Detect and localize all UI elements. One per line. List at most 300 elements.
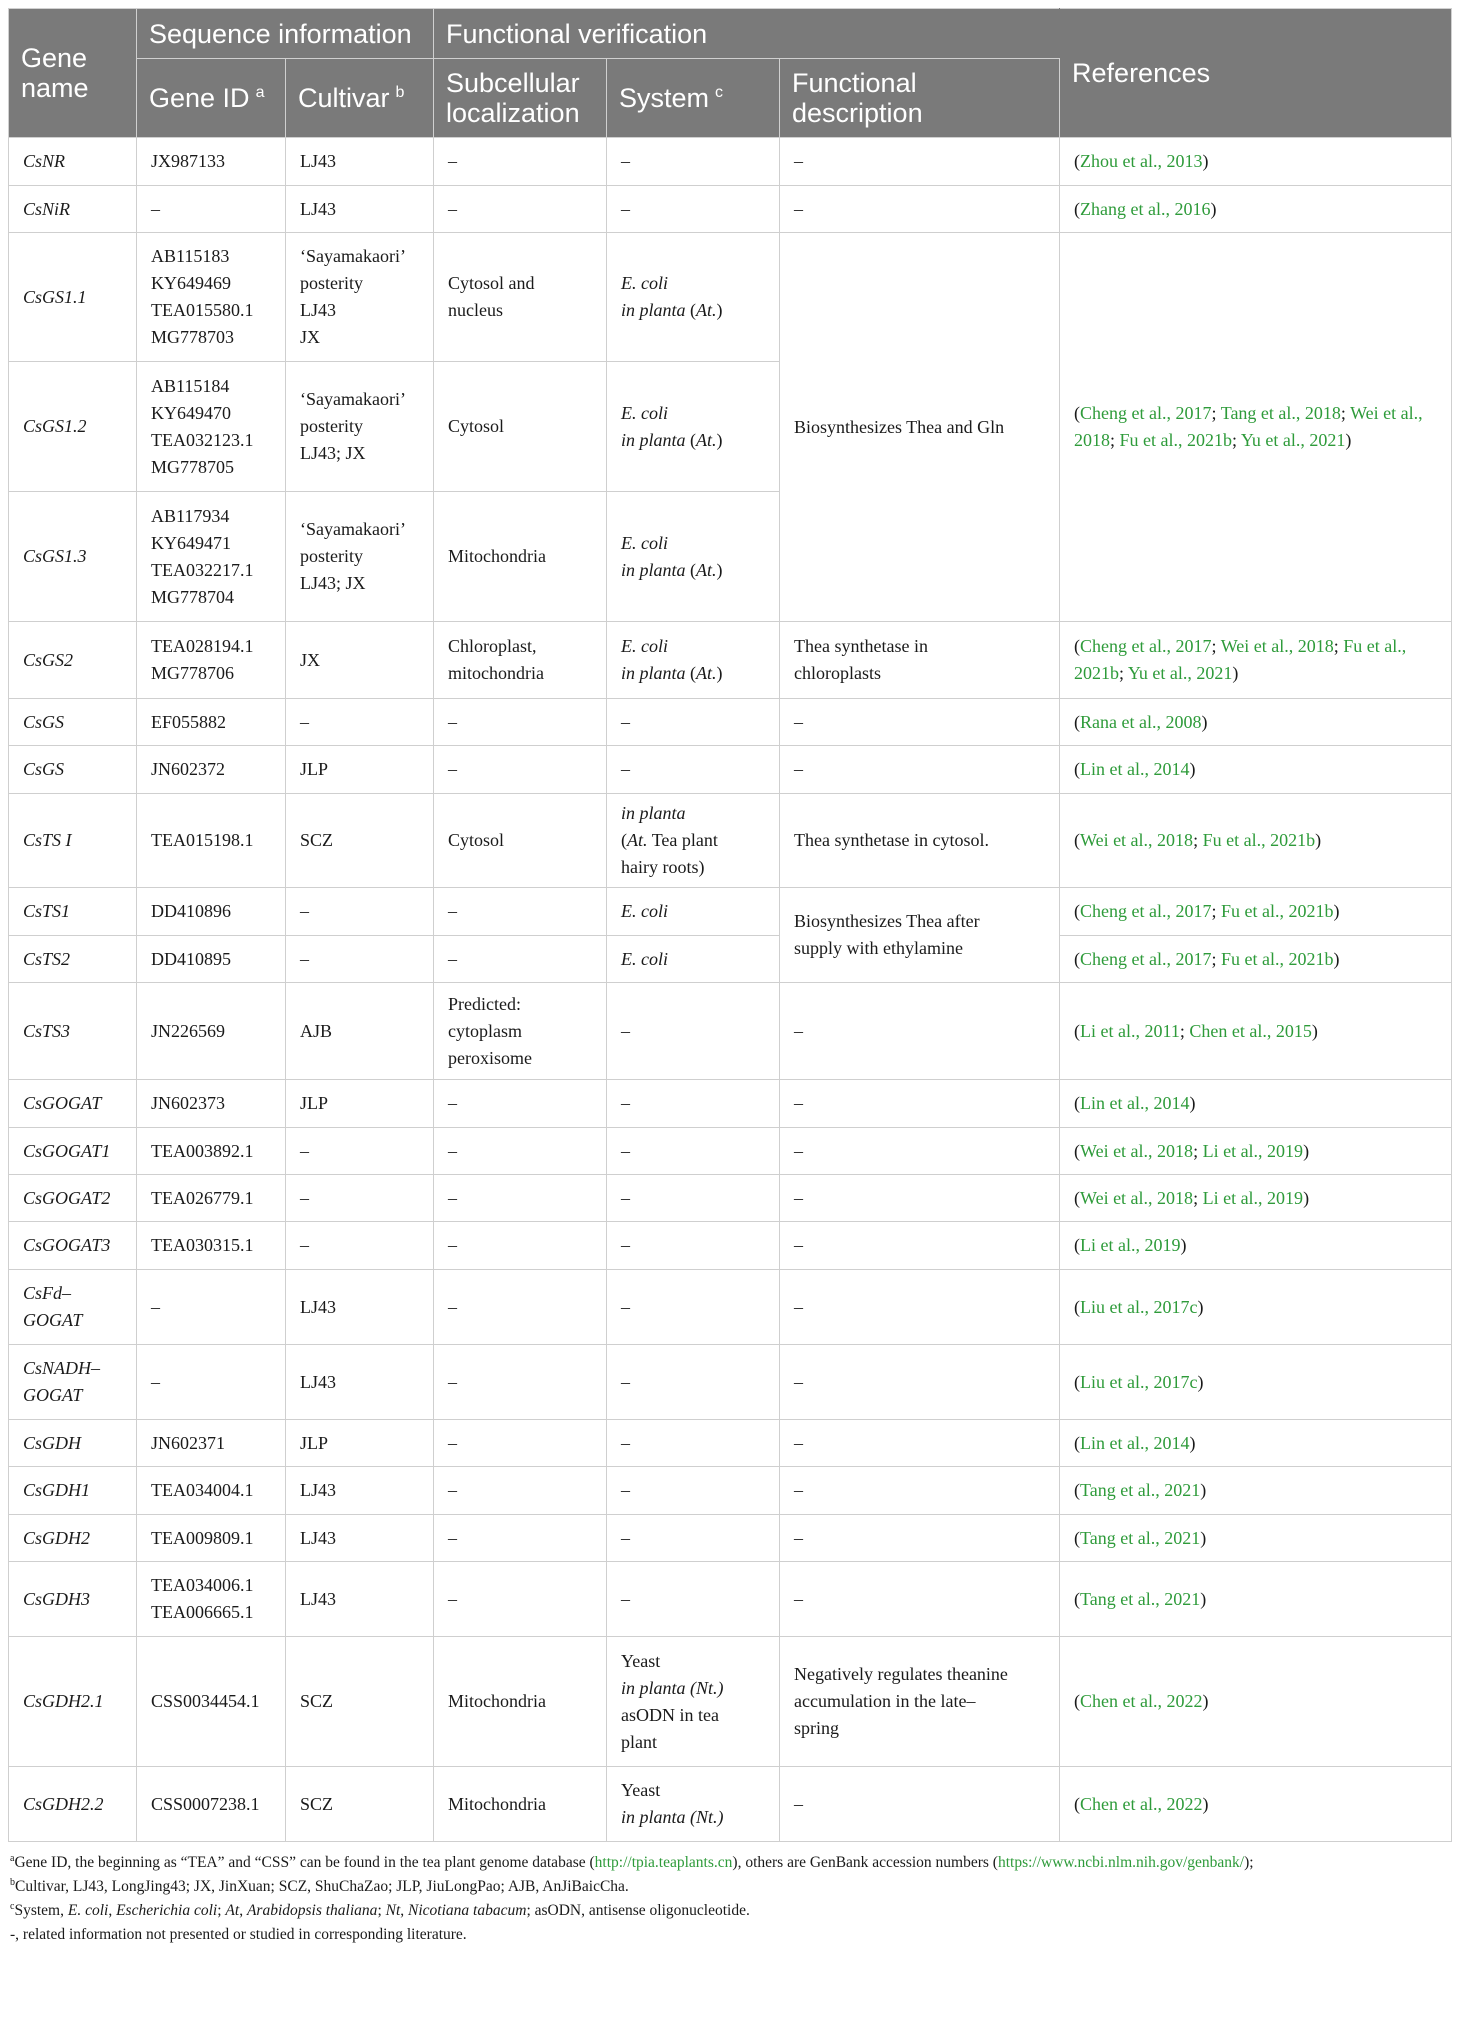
gene-id-cell-line: KY649471	[151, 532, 231, 553]
cultivar-cell-line: posterity	[300, 416, 363, 436]
table-row	[9, 1128, 1452, 1175]
localization-cell	[434, 362, 607, 492]
system-text: –	[621, 1371, 631, 1392]
description-cell	[780, 1345, 1060, 1420]
cultivar-cell	[286, 746, 434, 794]
gene-name-cell	[9, 983, 137, 1080]
localization-cell	[434, 492, 607, 622]
reference-link[interactable]: Tang et al., 2021	[1080, 1480, 1201, 1500]
cultivar-cell-line: AJB	[300, 1020, 333, 1041]
system-species: in planta	[621, 559, 686, 580]
description-cell-line: Biosynthesizes Thea and Gln	[794, 416, 1005, 437]
paren: )	[1333, 901, 1340, 921]
system-text: –	[621, 759, 631, 779]
system-line	[621, 1018, 765, 1045]
cultivar-cell-line: –	[300, 948, 309, 969]
references-cell	[1060, 622, 1452, 699]
system-line	[621, 660, 765, 687]
cultivar-cell-line: SCZ	[300, 1691, 334, 1711]
system-cell	[607, 138, 780, 186]
paren: (	[1074, 403, 1081, 423]
gene-name-cell-line: CsGOGAT3	[23, 1235, 111, 1255]
table-row	[9, 888, 1452, 936]
gene-id-cell	[137, 492, 286, 622]
cultivar-cell-line: LJ43	[300, 198, 336, 219]
reference-link[interactable]: Tang et al., 2018	[1220, 403, 1341, 423]
footnote-species: At	[225, 1902, 240, 1919]
gene-id-cell-line: TEA006665.1	[151, 1602, 254, 1622]
reference-link[interactable]: Liu et al., 2017c	[1080, 1371, 1198, 1392]
cultivar-cell-line: posterity	[300, 546, 363, 566]
system-line	[621, 633, 765, 660]
cultivar-cell-line: –	[300, 1187, 309, 1208]
gene-id-cell	[137, 362, 286, 492]
gene-id-cell	[137, 1467, 286, 1515]
gene-name-cell-line: CsTS2	[23, 948, 71, 969]
system-species: E. coli	[621, 402, 669, 423]
gene-name-cell-line: CsNR	[23, 151, 66, 171]
cultivar-cell-line: ‘Sayamakaori’	[300, 519, 406, 539]
gene-name-cell	[9, 186, 137, 233]
reference-link[interactable]: Chen et al., 2015	[1189, 1020, 1312, 1041]
table-row	[9, 794, 1452, 888]
system-line	[621, 898, 765, 925]
description-cell-line: –	[794, 1235, 804, 1255]
description-cell-line: spring	[794, 1718, 840, 1738]
cultivar-cell-line: LJ43	[300, 1296, 336, 1317]
description-cell	[780, 983, 1060, 1080]
reference-link[interactable]: Lin et al., 2014	[1080, 759, 1190, 779]
localization-cell-line: –	[448, 1480, 458, 1500]
separator: ;	[1211, 901, 1222, 921]
cultivar-cell	[286, 492, 434, 622]
description-cell-line: Negatively regulates theanine	[794, 1664, 1008, 1684]
system-line	[621, 297, 765, 324]
separator: ;	[1179, 1020, 1190, 1041]
gene-id-cell-line: KY649469	[151, 273, 231, 293]
gene-id-cell-line: MG778703	[151, 327, 235, 347]
gene-name-cell-line: CsGDH	[23, 1432, 82, 1453]
gene-id-cell	[137, 233, 286, 362]
localization-cell	[434, 888, 607, 936]
paren: )	[1333, 948, 1340, 969]
system-cell	[607, 186, 780, 233]
system-line	[621, 1777, 765, 1804]
footnote-marker: b	[10, 1876, 15, 1888]
reference-link[interactable]: Cheng et al., 2017	[1080, 901, 1212, 921]
system-species: At.	[696, 559, 717, 580]
paren: (	[1074, 1093, 1081, 1113]
description-cell-line: chloroplasts	[794, 663, 882, 683]
system-species: in planta	[621, 803, 686, 823]
system-species: E. coli	[621, 273, 669, 293]
reference-link[interactable]: Rana et al., 2008	[1080, 711, 1202, 732]
system-line	[621, 1138, 765, 1165]
localization-cell-line: –	[448, 759, 458, 779]
system-text: Tea plant	[647, 830, 718, 850]
gene-name-cell	[9, 1562, 137, 1637]
system-text: –	[621, 151, 631, 171]
paren: (	[1074, 1371, 1081, 1392]
reference-link[interactable]: Li et al., 2019	[1202, 1140, 1304, 1161]
gene-id-cell-line: TEA032217.1	[151, 559, 254, 580]
localization-cell-line: –	[448, 151, 458, 171]
gene-id-cell-line: AB117934	[151, 505, 230, 526]
gene-id-cell-line: DD410895	[151, 948, 231, 969]
system-line	[621, 148, 765, 175]
localization-cell-line: –	[448, 1527, 458, 1548]
localization-cell	[434, 936, 607, 983]
table-row	[9, 138, 1452, 186]
reference-link[interactable]: Wei et al., 2018	[1080, 1140, 1194, 1161]
reference-link[interactable]: Fu et al., 2021b	[1074, 636, 1407, 683]
table-row	[9, 1467, 1452, 1515]
localization-cell-line: –	[448, 1187, 458, 1208]
paren: )	[1315, 830, 1322, 850]
gene-name-cell	[9, 1222, 137, 1270]
reference-link[interactable]: Wei et al., 2018	[1080, 830, 1194, 850]
gene-id-cell	[137, 186, 286, 233]
cultivar-cell-line: LJ43	[300, 151, 336, 171]
description-cell-line: –	[794, 1588, 804, 1609]
paren: (	[1074, 1432, 1081, 1453]
gene-id-cell-line: TEA015198.1	[151, 830, 254, 850]
header-gene-name: Gene name	[9, 9, 137, 138]
cultivar-cell	[286, 1637, 434, 1767]
gene-name-cell	[9, 1637, 137, 1767]
cultivar-cell	[286, 1467, 434, 1515]
reference-link[interactable]: Cheng et al., 2017	[1080, 403, 1212, 423]
reference-link[interactable]: Li et al., 2019	[1080, 1235, 1181, 1255]
reference-link[interactable]: Zhang et al., 2016	[1080, 198, 1211, 219]
references-cell	[1060, 1080, 1452, 1128]
gene-id-cell-line: AB115184	[151, 375, 230, 396]
system-cell	[607, 233, 780, 362]
footnote-text: ), others are GenBank accession numbers (	[732, 1854, 998, 1871]
reference-link[interactable]: Wei et al., 2018	[1220, 636, 1334, 656]
footnote	[10, 1852, 1451, 1874]
description-cell-line: –	[794, 1480, 804, 1500]
gene-name-cell	[9, 888, 137, 936]
description-cell	[780, 699, 1060, 746]
cultivar-cell	[286, 138, 434, 186]
reference-link[interactable]: Li et al., 2011	[1080, 1020, 1180, 1041]
reference-link[interactable]: Yu et al., 2021	[1127, 663, 1233, 683]
reference-link[interactable]: Cheng et al., 2017	[1080, 948, 1212, 969]
separator: ;	[1193, 1140, 1203, 1161]
header-references: References	[1060, 9, 1452, 138]
footnote	[10, 1900, 1451, 1922]
cultivar-cell-line: JX	[300, 649, 321, 670]
paren: )	[1200, 1480, 1207, 1500]
paren: (	[1074, 1140, 1081, 1161]
footnote-species: Nicotiana tabacum	[408, 1902, 527, 1919]
gene-id-cell-line: CSS0034454.1	[151, 1691, 260, 1711]
localization-cell	[434, 622, 607, 699]
separator: ;	[1193, 1187, 1203, 1208]
paren: )	[1180, 1235, 1187, 1255]
cultivar-cell-line: JLP	[300, 759, 329, 779]
gene-id-cell-line: EF055882	[151, 711, 227, 732]
system-cell	[607, 1420, 780, 1467]
reference-link[interactable]: Wei et al., 2018	[1074, 403, 1423, 450]
footnote-link[interactable]: http://tpia.teaplants.cn	[594, 1854, 733, 1871]
references-cell	[1060, 1222, 1452, 1270]
description-cell-line: accumulation in the late–	[794, 1691, 976, 1711]
localization-cell-line: –	[448, 901, 458, 921]
cultivar-cell-line: LJ43	[300, 1371, 336, 1392]
reference-link[interactable]: Li et al., 2019	[1202, 1187, 1304, 1208]
separator: ;	[1333, 636, 1344, 656]
table-row	[9, 1767, 1452, 1842]
paren: )	[1345, 430, 1352, 450]
gene-id-cell-line: TEA034004.1	[151, 1480, 254, 1500]
cultivar-cell-line: –	[300, 1235, 309, 1255]
reference-link[interactable]: Wei et al., 2018	[1080, 1187, 1194, 1208]
gene-id-cell-line: TEA003892.1	[151, 1140, 254, 1161]
gene-name-cell-line: CsGOGAT1	[23, 1140, 111, 1161]
system-line	[621, 1804, 765, 1831]
description-cell-line: –	[794, 1371, 804, 1392]
gene-name-cell	[9, 1467, 137, 1515]
localization-cell	[434, 1270, 607, 1345]
reference-link[interactable]: Fu et al., 2021b	[1119, 430, 1233, 450]
localization-cell	[434, 746, 607, 794]
paren: (	[1074, 830, 1081, 850]
gene-name-cell-line: CsGDH1	[23, 1480, 91, 1500]
cultivar-cell	[286, 622, 434, 699]
paren: (	[1074, 1588, 1081, 1609]
cultivar-cell-line: LJ43	[300, 1480, 336, 1500]
gene-name-cell-line: CsFd–	[23, 1283, 72, 1303]
gene-id-cell-line: KY649470	[151, 402, 231, 423]
references-cell	[1060, 1128, 1452, 1175]
localization-cell	[434, 1515, 607, 1562]
gene-id-cell-line: –	[151, 198, 160, 219]
system-text: plant	[621, 1731, 658, 1752]
system-text: )	[716, 663, 723, 683]
system-species: in planta (Nt.)	[621, 1677, 724, 1698]
paren: )	[1189, 1432, 1196, 1453]
gene-id-cell	[137, 1128, 286, 1175]
paren: )	[1303, 1187, 1310, 1208]
system-cell	[607, 1515, 780, 1562]
gene-name-cell	[9, 1420, 137, 1467]
table-body	[9, 138, 1452, 1842]
system-cell	[607, 1637, 780, 1767]
footnote-text: Gene ID, the beginning as “TEA” and “CSS” can be found in the tea plant genome database (	[14, 1854, 595, 1871]
cultivar-cell	[286, 1175, 434, 1222]
localization-cell-line: –	[448, 1235, 458, 1255]
gene-id-cell	[137, 794, 286, 888]
gene-name-cell-line: CsGOGAT2	[23, 1187, 111, 1208]
cultivar-cell-line: JLP	[300, 1093, 329, 1113]
reference-link[interactable]: Chen et al., 2022	[1080, 1793, 1203, 1814]
description-cell	[780, 1175, 1060, 1222]
system-text: (	[621, 830, 628, 850]
table-row	[9, 1420, 1452, 1467]
references-cell	[1060, 983, 1452, 1080]
reference-link[interactable]: Chen et al., 2022	[1080, 1691, 1203, 1711]
system-cell	[607, 888, 780, 936]
gene-id-cell	[137, 888, 286, 936]
paren: )	[1197, 1371, 1204, 1392]
system-text: )	[716, 300, 723, 320]
reference-link[interactable]: Fu et al., 2021b	[1221, 948, 1334, 969]
localization-cell-line: Cytosol and	[448, 273, 535, 293]
paren: (	[1074, 1691, 1081, 1711]
cultivar-cell-line: SCZ	[300, 1793, 334, 1814]
system-line	[621, 709, 765, 736]
localization-cell-line: Chloroplast,	[448, 636, 537, 656]
paren: )	[1232, 663, 1239, 683]
gene-id-cell	[137, 1175, 286, 1222]
system-text: Yeast	[621, 1650, 661, 1671]
system-line	[621, 946, 765, 973]
system-cell	[607, 492, 780, 622]
gene-name-cell-line: CsGS1.2	[23, 416, 87, 436]
description-cell	[780, 1562, 1060, 1637]
paren: (	[1074, 1235, 1081, 1255]
reference-link[interactable]: Fu et al., 2021b	[1221, 901, 1334, 921]
cultivar-cell	[286, 362, 434, 492]
cultivar-cell	[286, 233, 434, 362]
gene-id-cell	[137, 1637, 286, 1767]
footnote-link[interactable]: https://www.ncbi.nlm.nih.gov/genbank/	[997, 1854, 1245, 1871]
description-cell-line: supply with ethylamine	[794, 938, 963, 958]
gene-id-cell	[137, 1562, 286, 1637]
gene-id-cell-line: JX987133	[151, 151, 226, 171]
localization-cell-line: –	[448, 1093, 458, 1113]
reference-link[interactable]: Lin et al., 2014	[1080, 1432, 1190, 1453]
reference-link[interactable]: Tang et al., 2021	[1080, 1588, 1201, 1609]
reference-link[interactable]: Fu et al., 2021b	[1202, 830, 1316, 850]
localization-cell-line: mitochondria	[448, 663, 544, 683]
reference-link[interactable]: Cheng et al., 2017	[1080, 636, 1212, 656]
description-cell-line: –	[794, 1187, 804, 1208]
gene-name-cell	[9, 1270, 137, 1345]
footnote-text: ;	[377, 1902, 386, 1919]
description-cell	[780, 1222, 1060, 1270]
footnote-text: ,	[239, 1902, 247, 1919]
localization-cell	[434, 983, 607, 1080]
system-text: –	[621, 1187, 631, 1208]
separator: ;	[1193, 830, 1203, 850]
system-line	[621, 270, 765, 297]
localization-cell-line: nucleus	[448, 300, 503, 320]
system-text: (	[685, 300, 697, 320]
description-cell-line: –	[794, 711, 804, 732]
system-text: –	[621, 1020, 631, 1041]
system-text: hairy roots)	[621, 857, 705, 877]
header-system: System $^c$	[607, 59, 780, 138]
references-cell	[1060, 1515, 1452, 1562]
gene-id-cell-line: JN602371	[151, 1432, 226, 1453]
description-cell	[780, 138, 1060, 186]
system-text: –	[621, 711, 631, 732]
localization-cell-line: –	[448, 711, 458, 732]
gene-id-cell-line: TEA028194.1	[151, 636, 254, 656]
localization-cell	[434, 699, 607, 746]
header-gene-id: Gene ID $^a$	[137, 59, 286, 138]
gene-name-cell-line: CsGS2	[23, 649, 74, 670]
cultivar-cell-line: –	[300, 901, 309, 921]
description-cell-line: –	[794, 151, 804, 171]
paren: )	[1210, 198, 1217, 219]
system-line	[621, 530, 765, 557]
cultivar-cell-line: JLP	[300, 1432, 329, 1453]
separator: ;	[1232, 430, 1241, 450]
gene-id-cell-line: TEA030315.1	[151, 1235, 254, 1255]
reference-link[interactable]: Yu et al., 2021	[1240, 430, 1346, 450]
footnote-text: -, related information not presented or studied in corresponding literature.	[10, 1926, 467, 1943]
gene-name-cell-line: CsGDH3	[23, 1588, 91, 1609]
cultivar-cell-line: LJ43; JX	[300, 573, 366, 593]
system-text: –	[621, 198, 631, 219]
reference-link[interactable]: Tang et al., 2021	[1080, 1527, 1201, 1548]
description-cell-line: –	[794, 759, 804, 779]
cultivar-cell	[286, 1128, 434, 1175]
localization-cell	[434, 1767, 607, 1842]
gene-name-cell-line: GOGAT	[23, 1385, 83, 1405]
cultivar-cell-line: LJ43; JX	[300, 443, 366, 463]
system-line	[621, 827, 765, 854]
gene-name-cell	[9, 936, 137, 983]
references-cell	[1060, 1175, 1452, 1222]
separator: ;	[1211, 636, 1221, 656]
paren: (	[1074, 948, 1081, 969]
paren: (	[1074, 711, 1081, 732]
description-cell	[780, 622, 1060, 699]
system-line	[621, 1477, 765, 1504]
gene-name-cell-line: CsNADH–	[23, 1358, 101, 1378]
system-cell	[607, 1767, 780, 1842]
localization-cell-line: Cytosol	[448, 830, 505, 850]
localization-cell	[434, 1345, 607, 1420]
table-row	[9, 936, 1452, 983]
table-row	[9, 1637, 1452, 1767]
system-text: –	[621, 1527, 631, 1548]
references-cell	[1060, 186, 1452, 233]
paren: )	[1311, 1020, 1318, 1041]
footnote	[10, 1876, 1451, 1898]
cultivar-cell	[286, 1562, 434, 1637]
system-cell	[607, 1270, 780, 1345]
gene-name-cell-line: CsTS1	[23, 901, 71, 921]
footnote-marker: a	[10, 1852, 15, 1864]
system-species: At.	[696, 300, 717, 320]
system-species: in planta	[621, 300, 686, 320]
system-text: asODN in tea	[621, 1704, 719, 1725]
localization-cell	[434, 233, 607, 362]
gene-id-cell-line: AB115183	[151, 246, 230, 266]
description-cell-line: –	[794, 1793, 804, 1814]
cultivar-cell	[286, 936, 434, 983]
reference-link[interactable]: Zhou et al., 2013	[1080, 151, 1203, 171]
gene-id-cell	[137, 1767, 286, 1842]
localization-cell	[434, 794, 607, 888]
gene-id-cell-line: MG778705	[151, 456, 235, 477]
cultivar-cell-line: JX	[300, 327, 321, 347]
system-cell	[607, 362, 780, 492]
system-species: E. coli	[621, 636, 669, 656]
system-line	[621, 1702, 765, 1729]
description-cell-line: Biosynthesizes Thea after	[794, 911, 980, 931]
reference-link[interactable]: Lin et al., 2014	[1080, 1093, 1190, 1113]
references-cell	[1060, 1467, 1452, 1515]
reference-link[interactable]: Liu et al., 2017c	[1080, 1296, 1198, 1317]
system-line	[621, 854, 765, 881]
